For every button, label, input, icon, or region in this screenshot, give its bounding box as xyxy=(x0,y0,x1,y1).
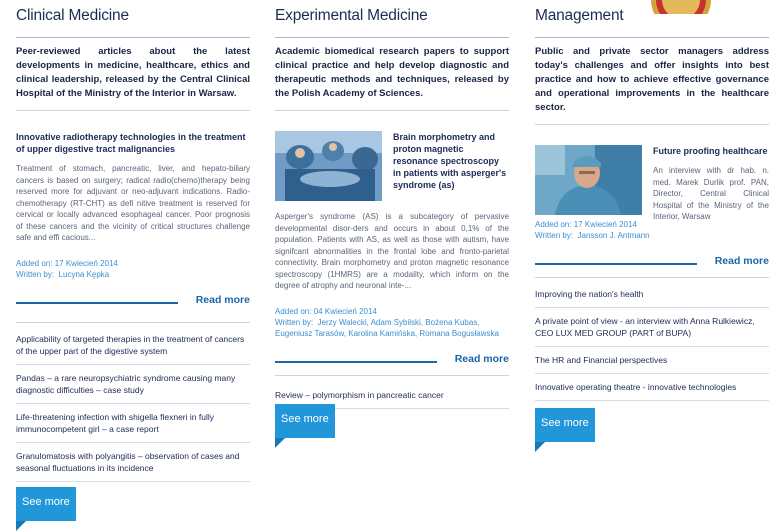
button-tail xyxy=(275,438,285,448)
read-more-row xyxy=(535,255,769,273)
author-link[interactable]: Jansson J. Antmann xyxy=(577,231,650,240)
read-more-link[interactable]: Read more xyxy=(195,293,250,306)
featured-article-body: An interview with dr hab. n. med. Marek Durlik prof. PAN, Director, Central Clinical Hospital of the Ministry of the Interior, Warsaw xyxy=(653,166,769,221)
see-more-label: See more xyxy=(281,413,329,425)
section-intro: Public and private sector managers address today's challenges and offer insights into best practice and how to achieve effective governance and operational improvements in the healthcare sector. xyxy=(535,46,769,113)
divider xyxy=(275,110,509,111)
read-more-row xyxy=(275,353,509,371)
author-link[interactable]: Lucyna Kępka xyxy=(58,269,110,279)
column-experimental-medicine xyxy=(275,0,509,409)
featured-article-title[interactable]: Future proofing healthcare xyxy=(653,146,768,156)
read-more-link[interactable]: Read more xyxy=(454,352,509,365)
see-more-label: See more xyxy=(22,496,70,508)
surgery-team-image[interactable] xyxy=(275,131,382,201)
written-by-meta: Written by: Lucyna Kępka xyxy=(16,269,110,279)
section-heading[interactable]: Clinical Medicine xyxy=(16,7,129,24)
written-by-meta: Written by: Jansson J. Antmann xyxy=(535,231,650,240)
divider xyxy=(535,263,697,265)
column-management xyxy=(535,0,769,401)
article-list-item[interactable]: The HR and Financial perspectives xyxy=(535,347,769,374)
read-more-link[interactable]: Read more xyxy=(714,255,769,267)
divider xyxy=(16,110,250,111)
featured-article-body: Asperger's syndrome (AS) is a subcategory of pervasive developmental disor-ders and occurs in about 0,1% of the population. Patients with AS, as well as those with autism, have signifcant abnormalities in the frontal lobe and fronto-parietal connectivity. Brain morphometry and proton magnetic resonance spectroscopy (1HMRS) are a modality, which inform on the degree of atrophy and neuronal inte-... xyxy=(275,212,509,290)
article-list-item[interactable]: Pandas – a rare neuropsychiatric syndrome causing many diagnostic difficulties – case study xyxy=(16,365,250,404)
article-list-item[interactable]: Innovative operating theatre - innovative technologies xyxy=(535,374,769,401)
written-by-meta: Written by: Jerzy Walecki, Adam Sybilski, Bożena Kubas, Eugeniusz Tarasów, Karolina Kamińska, Romana Bogusławska xyxy=(275,317,499,338)
see-more-button[interactable] xyxy=(535,408,595,442)
button-tail xyxy=(535,442,545,452)
article-list-item[interactable]: Improving the nation's health xyxy=(535,281,769,308)
article-list-item[interactable]: Life-threatening infection with shigella flexneri in fully immunocompetent girl – a case report xyxy=(16,404,250,443)
divider xyxy=(275,361,437,363)
divider xyxy=(275,37,509,38)
featured-article-body: Treatment of stomach, pancreatic, liver, and hepato-biliary cancers is based on surgery; radical radio(chemo)therapy being reserved more for adjuvant or neo-adjuvant indications. Radio-chemotherapy (RT-CHT) as defi nitive treatment is reserved for cervical or locally advanced esophageal cancer. Poor prognosis of these cancers and the vicinity of critical structures challenge safe and effi cacious... xyxy=(16,164,250,242)
added-on-meta: Added on: 17 Kwiecień 2014 xyxy=(16,258,118,268)
see-more-button[interactable] xyxy=(275,404,335,438)
section-intro: Academic biomedical research papers to support clinical practice and help develop diagnostic and therapeutic methods and techniques, released by the Polish Academy of Sciences. xyxy=(275,46,509,99)
added-on-meta: Added on: 04 Kwiecień 2014 xyxy=(275,306,377,316)
column-clinical-medicine xyxy=(16,0,250,482)
see-more-button[interactable] xyxy=(16,487,76,521)
section-heading[interactable]: Management xyxy=(535,7,624,24)
divider xyxy=(16,302,178,304)
article-list-item[interactable]: A private point of view - an interview with Anna Rulkiewicz, CEO LUX MED GROUP (PART of BUPA) xyxy=(535,308,769,347)
article-list-item[interactable]: Applicability of targeted therapies in the treatment of cancers of the upper part of the digestive system xyxy=(16,326,250,365)
featured-article-title[interactable]: Innovative radiotherapy technologies in the treatment of upper digestive tract malignancies xyxy=(16,132,246,154)
article-list-item[interactable]: Granulomatosis with polyangitis – observation of cases and seasonal fluctuations in its incidence xyxy=(16,443,250,482)
section-heading[interactable]: Experimental Medicine xyxy=(275,7,428,24)
featured-article-title[interactable]: Brain morphometry and proton magnetic resonance spectroscopy in patients with asperger's syndrome (as) xyxy=(393,132,507,190)
doctor-portrait-image[interactable] xyxy=(535,145,642,215)
divider xyxy=(535,124,769,125)
author-link[interactable]: Jerzy Walecki, Adam Sybilski, Bożena Kubas, Eugeniusz Tarasów, Karolina Kamińska, Romana Bogusławska xyxy=(275,317,499,338)
article-list-item[interactable]: Review – polymorphism in pancreatic cancer xyxy=(275,382,509,409)
read-more-row xyxy=(16,294,250,312)
divider xyxy=(535,37,769,38)
divider xyxy=(16,37,250,38)
button-tail xyxy=(16,521,26,531)
added-on-meta: Added on: 17 Kwiecień 2014 xyxy=(535,220,637,229)
section-intro: Peer-reviewed articles about the latest developments in medicine, healthcare, ethics and clinical leadership, released by the Central Clinical Hospital of the Ministry of the Interior in Warsaw. xyxy=(16,46,250,99)
see-more-label: See more xyxy=(541,417,589,429)
